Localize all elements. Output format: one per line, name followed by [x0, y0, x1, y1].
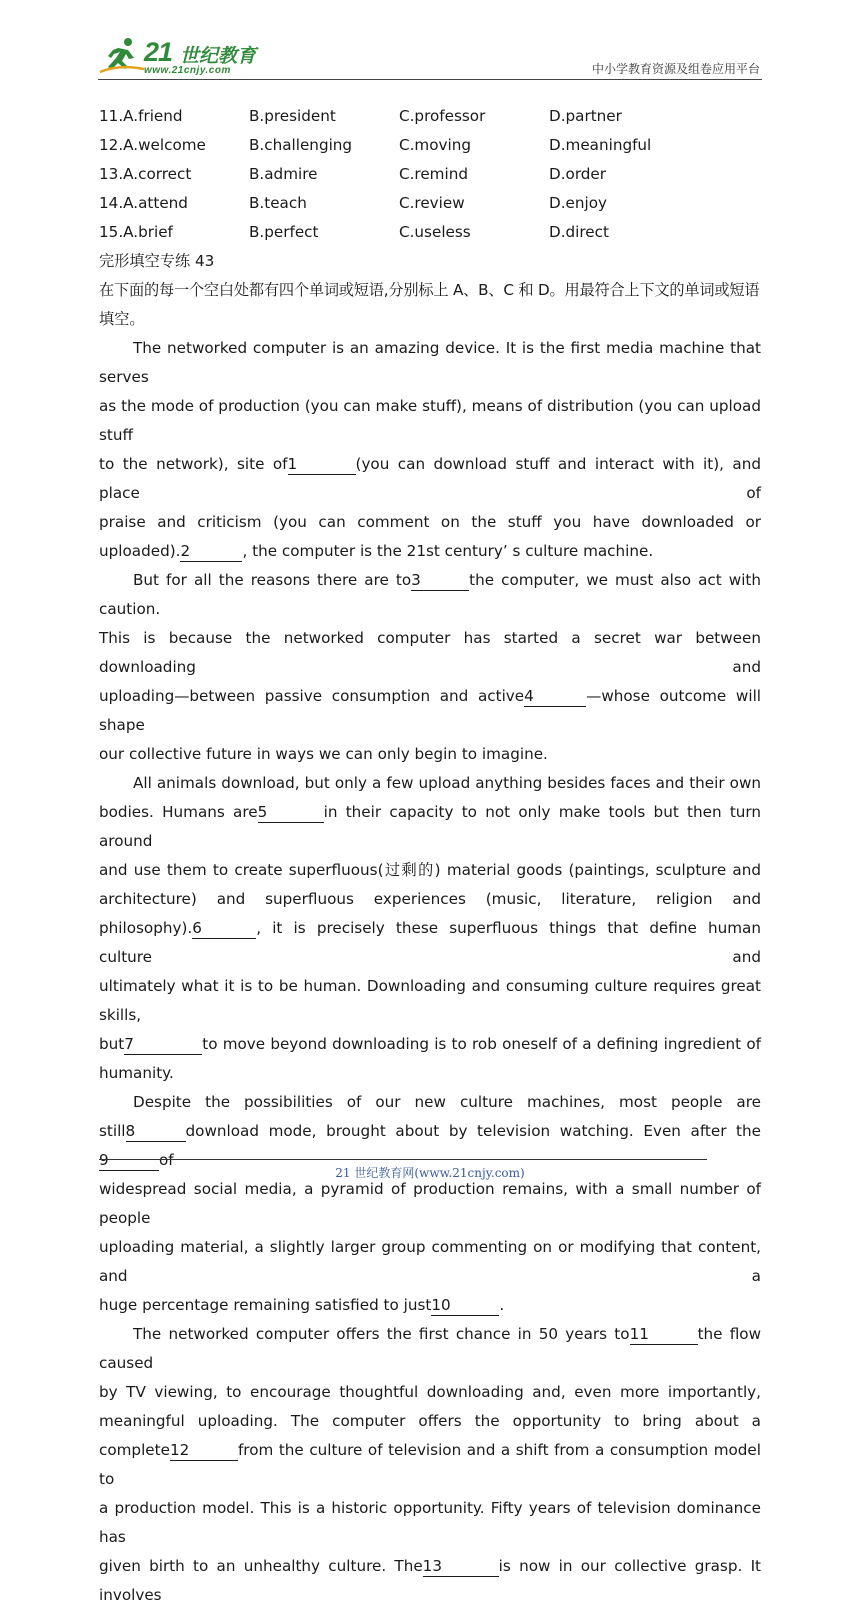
paragraph-line: This is because the networked computer has started a secret war between downloading and	[99, 629, 761, 676]
document-body	[99, 102, 761, 1610]
option-row-12	[99, 131, 761, 160]
text-segment: is now in our collective grasp. It involves	[99, 1557, 761, 1604]
paragraph-line: praise and criticism (you can comment on the stuff you have downloaded or	[99, 513, 761, 531]
option-c: C.remind	[399, 165, 468, 183]
option-c: C.useless	[399, 223, 471, 241]
option-row-14	[99, 189, 761, 218]
option-row-13	[99, 160, 761, 189]
text-segment: the computer, we must also act with caution.	[99, 571, 761, 618]
text-segment: , the computer is the 21st century’ s culture machine.	[242, 542, 654, 560]
text-segment: the flow caused	[99, 1325, 761, 1372]
blank-2[interactable]: 2	[180, 542, 242, 562]
option-c: C.review	[399, 194, 465, 212]
text-segment: complete	[99, 1441, 170, 1459]
paragraph-line: All animals download, but only a few upload anything besides faces and their own	[133, 774, 761, 792]
paragraph-line	[99, 682, 761, 740]
text-segment: uploaded).	[99, 542, 181, 560]
option-b: B.president	[249, 107, 336, 125]
paragraph-line	[99, 450, 761, 508]
text-segment: uploading—between passive consumption and active	[99, 687, 525, 705]
paragraph-line	[99, 566, 761, 624]
text-segment: But for all the reasons there are to	[133, 571, 412, 589]
text-segment: but	[99, 1035, 125, 1053]
section-title: 完形填空专练 43	[99, 252, 215, 270]
text-segment: to move beyond downloading is to rob oneself of a defining ingredient of	[202, 1035, 761, 1053]
paragraph-line: meaningful uploading. The computer offers the opportunity to bring about a	[99, 1412, 761, 1430]
option-d: D.direct	[549, 223, 609, 241]
blank-1[interactable]: 1	[288, 455, 356, 475]
paragraph-line	[99, 1436, 761, 1494]
text-segment: (you can download stuff and interact with it), and place of	[99, 455, 761, 502]
blank-3[interactable]: 3	[411, 571, 469, 591]
paragraph-line: widespread social media, a pyramid of production remains, with a small number of people	[99, 1180, 761, 1227]
blank-4[interactable]: 4	[524, 687, 586, 707]
paragraph-line: our collective future in ways we can only begin to imagine.	[99, 745, 548, 763]
page-header	[98, 36, 762, 80]
paragraph-line: architecture) and superfluous experiences (music, literature, religion and	[99, 890, 761, 908]
instructions: 在下面的每一个空白处都有四个单词或短语,分别标上 A、B、C 和 D。用最符合上下文的单词或短语	[99, 281, 760, 299]
text-segment: to the network), site of	[99, 455, 288, 473]
option-a: 13.A.correct	[99, 165, 192, 183]
text-segment: from the culture of television and a shift from a consumption model to	[99, 1441, 761, 1488]
paragraph-line: a production model. This is a historic opportunity. Fifty years of television dominance has	[99, 1499, 761, 1546]
blank-7[interactable]: 7	[124, 1035, 202, 1055]
paragraph-line: uploading material, a slightly larger group commenting on or modifying that content, and a	[99, 1238, 761, 1285]
option-a: 11.A.friend	[99, 107, 183, 125]
text-segment: —whose outcome will shape	[99, 687, 762, 734]
passage-paragraph-4	[99, 1088, 761, 1320]
paragraph-line: ultimately what it is to be human. Downloading and consuming culture requires great skills,	[99, 977, 761, 1024]
blank-5[interactable]: 5	[258, 803, 324, 823]
text-segment: in their capacity to not only make tools but then turn around	[99, 803, 761, 850]
text-segment: .	[499, 1296, 505, 1314]
option-c: C.professor	[399, 107, 486, 125]
option-d: D.meaningful	[549, 136, 652, 154]
passage-paragraph-1	[99, 334, 761, 566]
text-segment: still	[99, 1122, 126, 1140]
paragraph-line	[99, 537, 761, 566]
header-divider	[98, 79, 762, 80]
paragraph-line	[99, 1030, 761, 1059]
option-a: 12.A.welcome	[99, 136, 206, 154]
paragraph-line: Despite the possibilities of our new culture machines, most people are	[133, 1093, 761, 1111]
text-segment: bodies. Humans are	[99, 803, 258, 821]
blank-6[interactable]: 6	[192, 919, 256, 939]
footer-link[interactable]: 21 世纪教育网(www.21cnjy.com)	[335, 1166, 525, 1180]
paragraph-line: as the mode of production (you can make stuff), means of distribution (you can upload stuff	[99, 397, 761, 444]
paragraph-line	[99, 914, 761, 972]
paragraph-line: and use them to create superfluous(过剩的) material goods (paintings, sculpture and	[99, 861, 761, 879]
text-segment: huge percentage remaining satisfied to just	[99, 1296, 432, 1314]
option-b: B.teach	[249, 194, 307, 212]
option-d: D.enjoy	[549, 194, 607, 212]
paragraph-line: The networked computer is an amazing device. It is the first media machine that serves	[99, 339, 761, 386]
logo-text: 世纪教育	[180, 45, 257, 67]
site-title: 中小学教育资源及组卷应用平台	[591, 62, 760, 76]
blank-11[interactable]: 11	[630, 1325, 698, 1345]
option-row-11	[99, 102, 761, 131]
blank-9[interactable]: 9	[99, 1151, 159, 1171]
blank-8[interactable]: 8	[126, 1122, 186, 1142]
text-segment: philosophy).	[99, 919, 193, 937]
blank-13[interactable]: 13	[423, 1557, 499, 1577]
blank-12[interactable]: 12	[170, 1441, 238, 1461]
footer-divider	[99, 1159, 707, 1160]
paragraph-line	[99, 1552, 761, 1610]
runner-icon	[98, 36, 146, 76]
option-c: C.moving	[399, 136, 471, 154]
site-logo[interactable]	[98, 36, 268, 76]
option-d: D.order	[549, 165, 607, 183]
blank-10[interactable]: 10	[431, 1296, 499, 1316]
option-b: B.challenging	[249, 136, 353, 154]
option-b: B.admire	[249, 165, 318, 183]
instructions-continued: 填空。	[99, 310, 145, 328]
logo-url: www.21cnjy.com	[144, 65, 231, 76]
logo-number: 21	[144, 37, 173, 67]
option-a: 15.A.brief	[99, 223, 173, 241]
passage-paragraph-2	[99, 566, 761, 769]
paragraph-line: by TV viewing, to encourage thoughtful downloading and, even more importantly,	[99, 1383, 761, 1401]
paragraph-line	[99, 1291, 761, 1320]
paragraph-line	[99, 798, 761, 856]
text-segment: download mode, brought about by television watching. Even after the	[185, 1122, 761, 1140]
option-d: D.partner	[549, 107, 622, 125]
passage-paragraph-5	[99, 1320, 761, 1610]
passage-paragraph-3	[99, 769, 761, 1088]
text-segment: The networked computer offers the first chance in 50 years to	[133, 1325, 630, 1343]
paragraph-line	[99, 1320, 761, 1378]
option-a: 14.A.attend	[99, 194, 188, 212]
paragraph-line: humanity.	[99, 1064, 174, 1082]
option-b: B.perfect	[249, 223, 319, 241]
text-segment: given birth to an unhealthy culture. The	[99, 1557, 423, 1575]
text-segment: , it is precisely these superfluous things that define human culture and	[99, 919, 761, 966]
option-row-15	[99, 218, 761, 247]
text-segment: of	[159, 1151, 174, 1169]
